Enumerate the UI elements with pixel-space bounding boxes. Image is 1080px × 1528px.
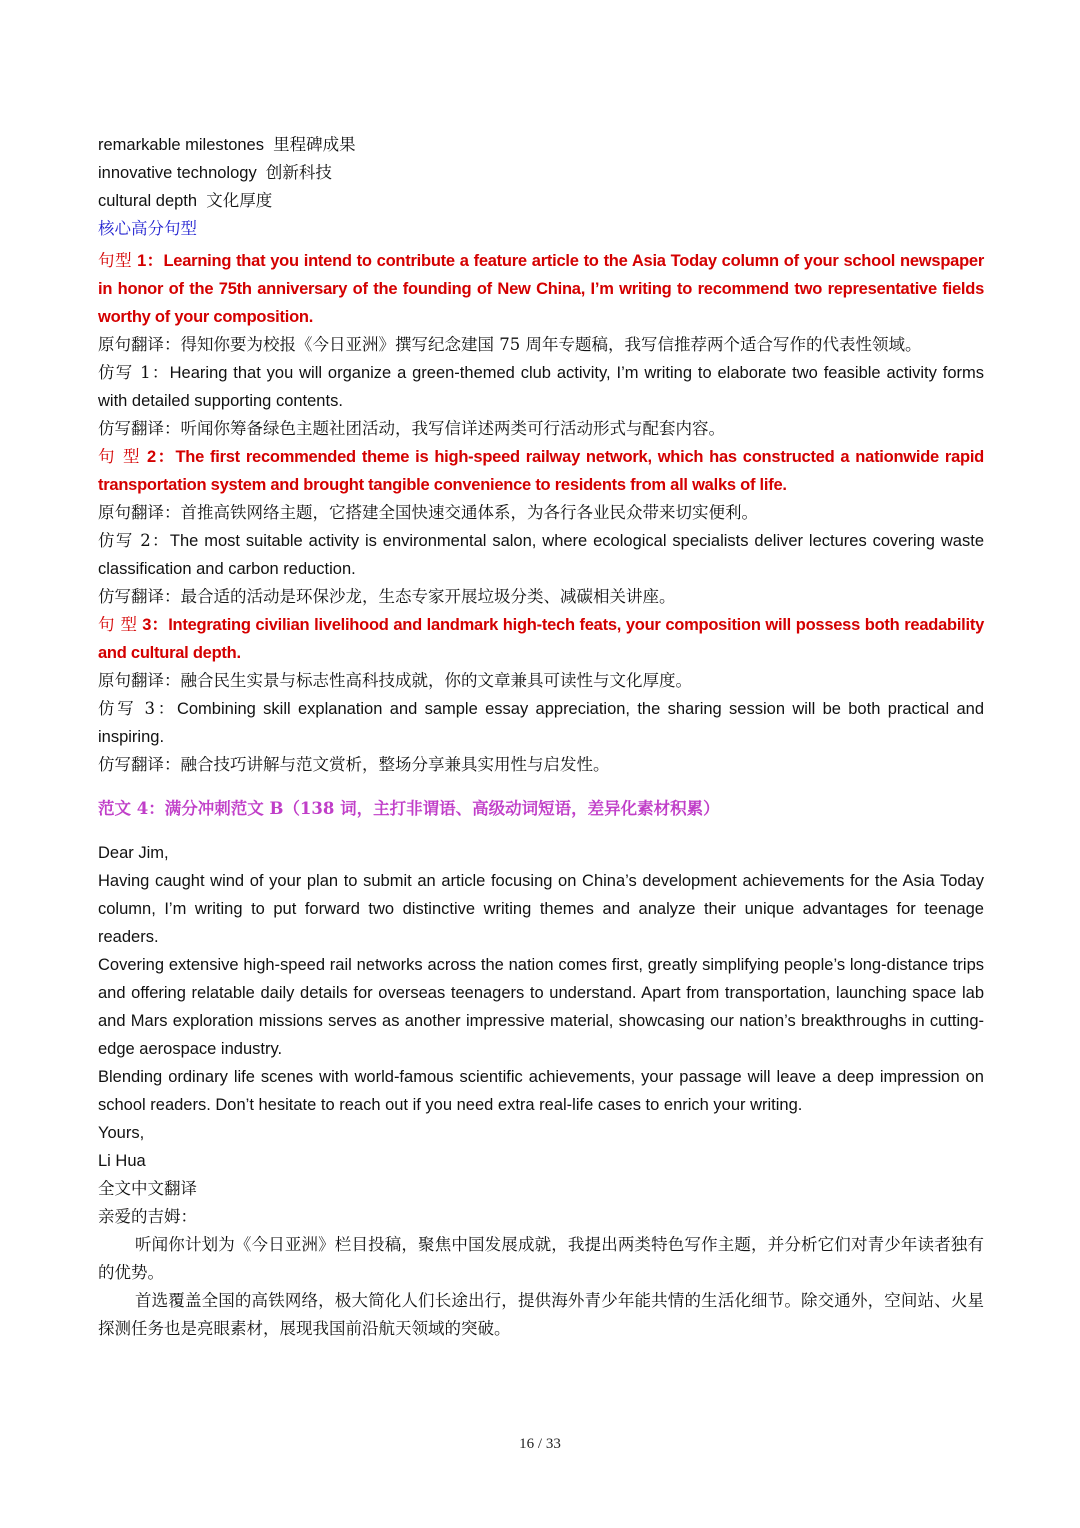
translation-paragraph: 听闻你计划为《今日亚洲》栏目投稿，聚焦中国发展成就，我提出两类特色写作主题，并分析它们对青少年读者独有的优势。 [98,1235,984,1282]
letter-paragraph: Blending ordinary life scenes with world-famous scientific achievements, your passage will leave a deep impression on school readers. Don’t hesitate to reach out if you need extra real-life cases to enrich your writing. [98,1068,984,1114]
imitation-text: The most suitable activity is environmental salon, where ecological specialists deliver lectures covering waste classification and carbon reduction. [98,532,984,578]
vocab-en: cultural depth [98,192,198,210]
imitation-sentence [98,695,984,751]
imitation-translation: 仿写翻译：融合技巧讲解与范文赏析，整场分享兼具实用性与启发性。 [98,755,610,774]
letter-closing: Yours, [98,1124,145,1142]
section-heading: 核心高分句型 [98,219,197,238]
pattern-label: 句 型 [98,615,138,634]
imitation-text: Combining skill explanation and sample essay appreciation, the sharing session will be both practical and inspiring. [98,700,984,746]
translation-salutation: 亲爱的吉姆： [98,1207,197,1226]
imitation-sentence [98,359,984,415]
imitation-sentence [98,527,984,583]
pattern-label: 句型 [98,251,133,270]
imitation-label: 仿写 1： [98,363,170,382]
letter-paragraph: Covering extensive high-speed rail networks across the nation comes first, greatly simplifying people’s long-distance trips and offering relatable daily details for overseas teenagers to understand. Apart from transportation, launching space lab and Mars exploration missions serves as another impressive material, showcasing our nation’s breakthroughs in cutting-edge aerospace industry. [98,956,984,1058]
pattern-label: 句 型 [98,447,142,466]
vocab-item [98,187,984,215]
pattern-text: Learning that you intend to contribute a feature article to the Asia Today column of your school newspaper in honor of the 75th anniversary of the founding of New China, I’m writing to recommend two representative fields worthy of your composition. [98,252,984,326]
vocab-en: innovative technology [98,164,257,182]
pattern-sentence [98,443,984,499]
vocab-zh: 创新科技 [265,163,332,182]
vocab-en: remarkable milestones [98,136,264,154]
pattern-text: The first recommended theme is high-speed railway network, which has constructed a nationwide rapid transportation system and brought tangible convenience to residents from all walks of life. [98,448,985,494]
pattern-text: Integrating civilian livelihood and landmark high-tech feats, your composition will possess both readability and cultural depth. [98,616,985,662]
original-translation: 原句翻译：首推高铁网络主题，它搭建全国快速交通体系，为各行各业民众带来切实便利。 [98,503,758,522]
imitation-text: Hearing that you will organize a green-themed club activity, I’m writing to elaborate two feasible activity forms with detailed supporting contents. [98,364,984,410]
letter-paragraph: Having caught wind of your plan to submit an article focusing on China’s development achievements for the Asia Today column, I’m writing to put forward two distinctive writing themes and analyze their unique advantages for teenage readers. [98,872,984,946]
imitation-translation: 仿写翻译：最合适的活动是环保沙龙，生态专家开展垃圾分类、减碳相关讲座。 [98,587,676,606]
original-translation: 原句翻译：融合民生实景与标志性高科技成就，你的文章兼具可读性与文化厚度。 [98,671,692,690]
pattern-sentence [98,247,984,331]
essay-heading: 范文 4：满分冲刺范文 B（138 词，主打非谓语、高级动词短语，差异化素材积累） [98,799,720,818]
vocab-item [98,159,984,187]
vocab-zh: 文化厚度 [206,191,273,210]
original-translation: 原句翻译：得知你要为校报《今日亚洲》撰写纪念建国 75 周年专题稿，我写信推荐两个适合写作的代表性领域。 [98,335,922,354]
page-content [98,131,984,1343]
imitation-label: 仿写 2： [98,531,170,550]
vocab-item [98,131,984,159]
letter-signature: Li Hua [98,1152,146,1170]
vocab-zh: 里程碑成果 [273,135,356,154]
page-number: 16 / 33 [519,1436,561,1452]
pattern-number: 2： [141,448,176,466]
pattern-number: 1： [132,252,164,270]
pattern-sentence [98,611,984,667]
translation-heading: 全文中文翻译 [98,1179,197,1198]
imitation-label: 仿写 3： [98,699,177,718]
letter-salutation: Dear Jim, [98,844,169,862]
pattern-number: 3： [137,616,169,634]
imitation-translation: 仿写翻译：听闻你筹备绿色主题社团活动，我写信详述两类可行活动形式与配套内容。 [98,419,725,438]
translation-paragraph: 首选覆盖全国的高铁网络，极大简化人们长途出行，提供海外青少年能共情的生活化细节。除交通外，空间站、火星探测任务也是亮眼素材，展现我国前沿航天领域的突破。 [98,1291,984,1338]
